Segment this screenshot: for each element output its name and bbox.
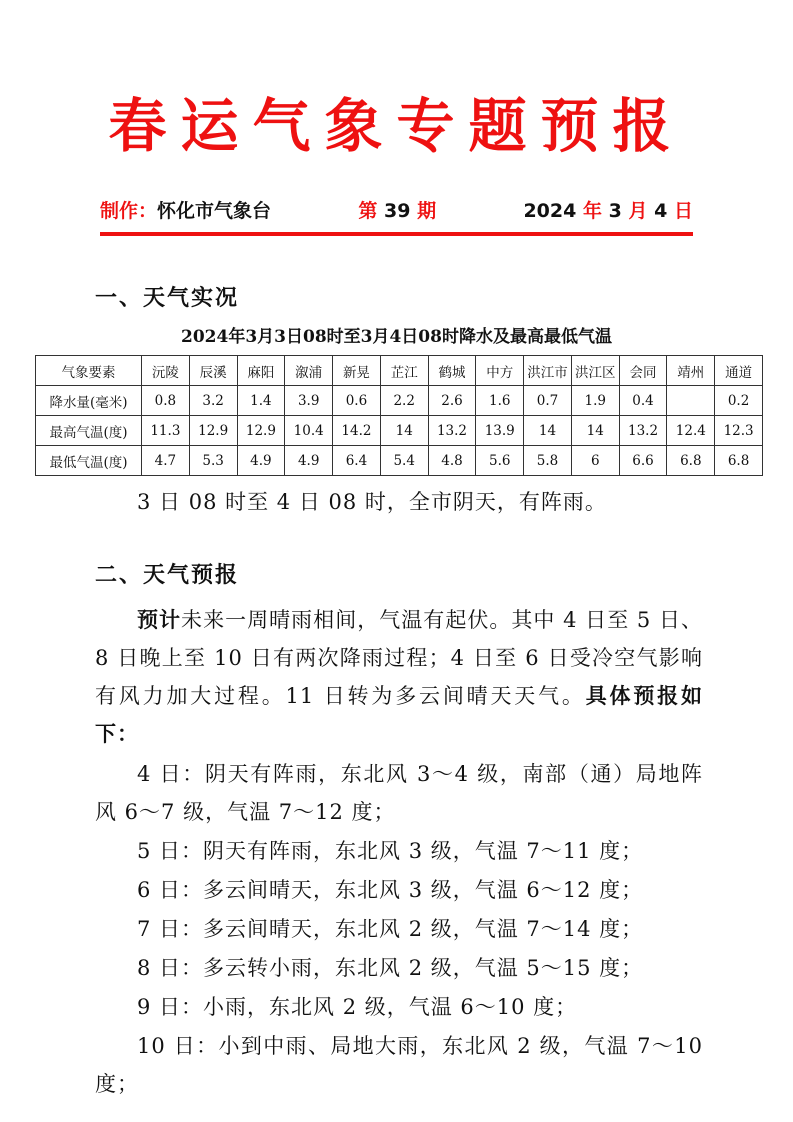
table-cell: 4.8 <box>428 446 476 476</box>
date-year: 2024 <box>523 200 577 222</box>
masthead <box>100 196 693 236</box>
header-cell: 芷江 <box>380 356 428 386</box>
forecast-intro <box>95 601 703 753</box>
table-cell: 14 <box>571 416 619 446</box>
forecast-item: 10 日：小到中雨、局地大雨，东北风 2 级，气温 7～10 度； <box>95 1034 703 1096</box>
table-cell: 4.9 <box>237 446 285 476</box>
issue-number: 39 <box>384 200 411 222</box>
issue-number-group <box>358 196 436 223</box>
header-cell: 辰溪 <box>189 356 237 386</box>
table-cell: 0.2 <box>715 386 763 416</box>
section1-heading: 一、天气实况 <box>95 286 240 311</box>
header-cell: 中方 <box>476 356 524 386</box>
header-cell: 麻阳 <box>237 356 285 386</box>
table-cell: 2.2 <box>380 386 428 416</box>
table-cell: 12.3 <box>715 416 763 446</box>
table-cell: 1.9 <box>571 386 619 416</box>
section2-heading: 二、天气预报 <box>95 563 240 588</box>
header-cell: 溆浦 <box>285 356 333 386</box>
forecast-list <box>95 755 703 1103</box>
forecast-item: 9 日：小雨，东北风 2 级，气温 6～10 度； <box>137 995 578 1019</box>
observation-summary: 3 日 08 时至 4 日 08 时，全市阴天，有阵雨。 <box>137 490 607 514</box>
table-cell: 14.2 <box>333 416 381 446</box>
table-cell: 13.9 <box>476 416 524 446</box>
table-cell: 2.6 <box>428 386 476 416</box>
header-cell: 气象要素 <box>36 356 142 386</box>
forecast-item: 4 日：阴天有阵雨，东北风 3～4 级，南部（通）局地阵风 6～7 级，气温 7～12 度； <box>95 762 703 824</box>
date-year-unit: 年 <box>582 200 602 222</box>
table-row <box>36 446 763 476</box>
forecast-item: 5 日：阴天有阵雨，东北风 3 级，气温 7～11 度； <box>137 839 644 863</box>
issue-prefix: 第 <box>358 200 378 222</box>
table-cell: 10.4 <box>285 416 333 446</box>
table-cell: 12.9 <box>237 416 285 446</box>
table-cell: 0.7 <box>524 386 572 416</box>
table-cell: 5.6 <box>476 446 524 476</box>
header-cell: 新晃 <box>333 356 381 386</box>
producer-label: 制作： <box>100 200 158 222</box>
table-cell: 3.9 <box>285 386 333 416</box>
header-cell: 鹤城 <box>428 356 476 386</box>
date-day-unit: 日 <box>673 200 693 222</box>
table-header-row <box>36 356 763 386</box>
table-cell: 6.6 <box>619 446 667 476</box>
header-cell: 靖州 <box>667 356 715 386</box>
forecast-item: 8 日：多云转小雨，东北风 2 级，气温 5～15 度； <box>137 956 644 980</box>
table-cell: 6.4 <box>333 446 381 476</box>
header-cell: 会同 <box>619 356 667 386</box>
forecast-item: 7 日：多云间晴天，东北风 2 级，气温 7～14 度； <box>137 917 644 941</box>
forecast-intro-tail: 具体预报如下： <box>95 684 703 746</box>
table-cell: 0.6 <box>333 386 381 416</box>
forecast-item: 6 日：多云间晴天，东北风 3 级，气温 6～12 度； <box>137 878 644 902</box>
table-cell: 0.8 <box>142 386 190 416</box>
forecast-intro-lead: 预计 <box>137 608 182 632</box>
table-row <box>36 386 763 416</box>
header-cell: 洪江市 <box>524 356 572 386</box>
producer-value: 怀化市气象台 <box>157 200 272 222</box>
table-cell: 12.4 <box>667 416 715 446</box>
table-row <box>36 416 763 446</box>
forecast-intro-body: 未来一周晴雨相间，气温有起伏。其中 4 日至 5 日、8 日晚上至 10 日有两次降雨过程；4 日至 6 日受冷空气影响有风力加大过程。11 日转为多云间晴天天气。 <box>95 608 704 708</box>
header-cell: 通道 <box>715 356 763 386</box>
producer <box>100 196 271 223</box>
table-cell: 14 <box>524 416 572 446</box>
table-cell: 12.9 <box>189 416 237 446</box>
header-cell: 洪江区 <box>571 356 619 386</box>
table-cell <box>667 386 715 416</box>
table-cell: 0.4 <box>619 386 667 416</box>
issue-date <box>523 196 693 223</box>
table-cell: 5.3 <box>189 446 237 476</box>
table-cell: 14 <box>380 416 428 446</box>
weather-table-title: 2024年3月3日08时至3月4日08时降水及最高最低气温 <box>181 327 612 347</box>
table-cell: 4.7 <box>142 446 190 476</box>
issue-suffix: 期 <box>417 200 437 222</box>
header-cell: 沅陵 <box>142 356 190 386</box>
table-cell: 降水量(毫米) <box>36 386 142 416</box>
table-cell: 1.4 <box>237 386 285 416</box>
table-cell: 6.8 <box>667 446 715 476</box>
table-cell: 11.3 <box>142 416 190 446</box>
table-cell: 5.8 <box>524 446 572 476</box>
table-cell: 13.2 <box>428 416 476 446</box>
date-month: 3 <box>608 200 622 222</box>
table-cell: 6 <box>571 446 619 476</box>
table-cell: 4.9 <box>285 446 333 476</box>
table-cell: 5.4 <box>380 446 428 476</box>
table-cell: 6.8 <box>715 446 763 476</box>
weather-table <box>35 355 763 476</box>
table-cell: 13.2 <box>619 416 667 446</box>
table-cell: 最高气温(度) <box>36 416 142 446</box>
date-month-unit: 月 <box>628 200 648 222</box>
table-cell: 最低气温(度) <box>36 446 142 476</box>
date-day: 4 <box>654 200 668 222</box>
table-cell: 3.2 <box>189 386 237 416</box>
document-title: 春运气象专题预报 <box>108 92 685 160</box>
table-cell: 1.6 <box>476 386 524 416</box>
